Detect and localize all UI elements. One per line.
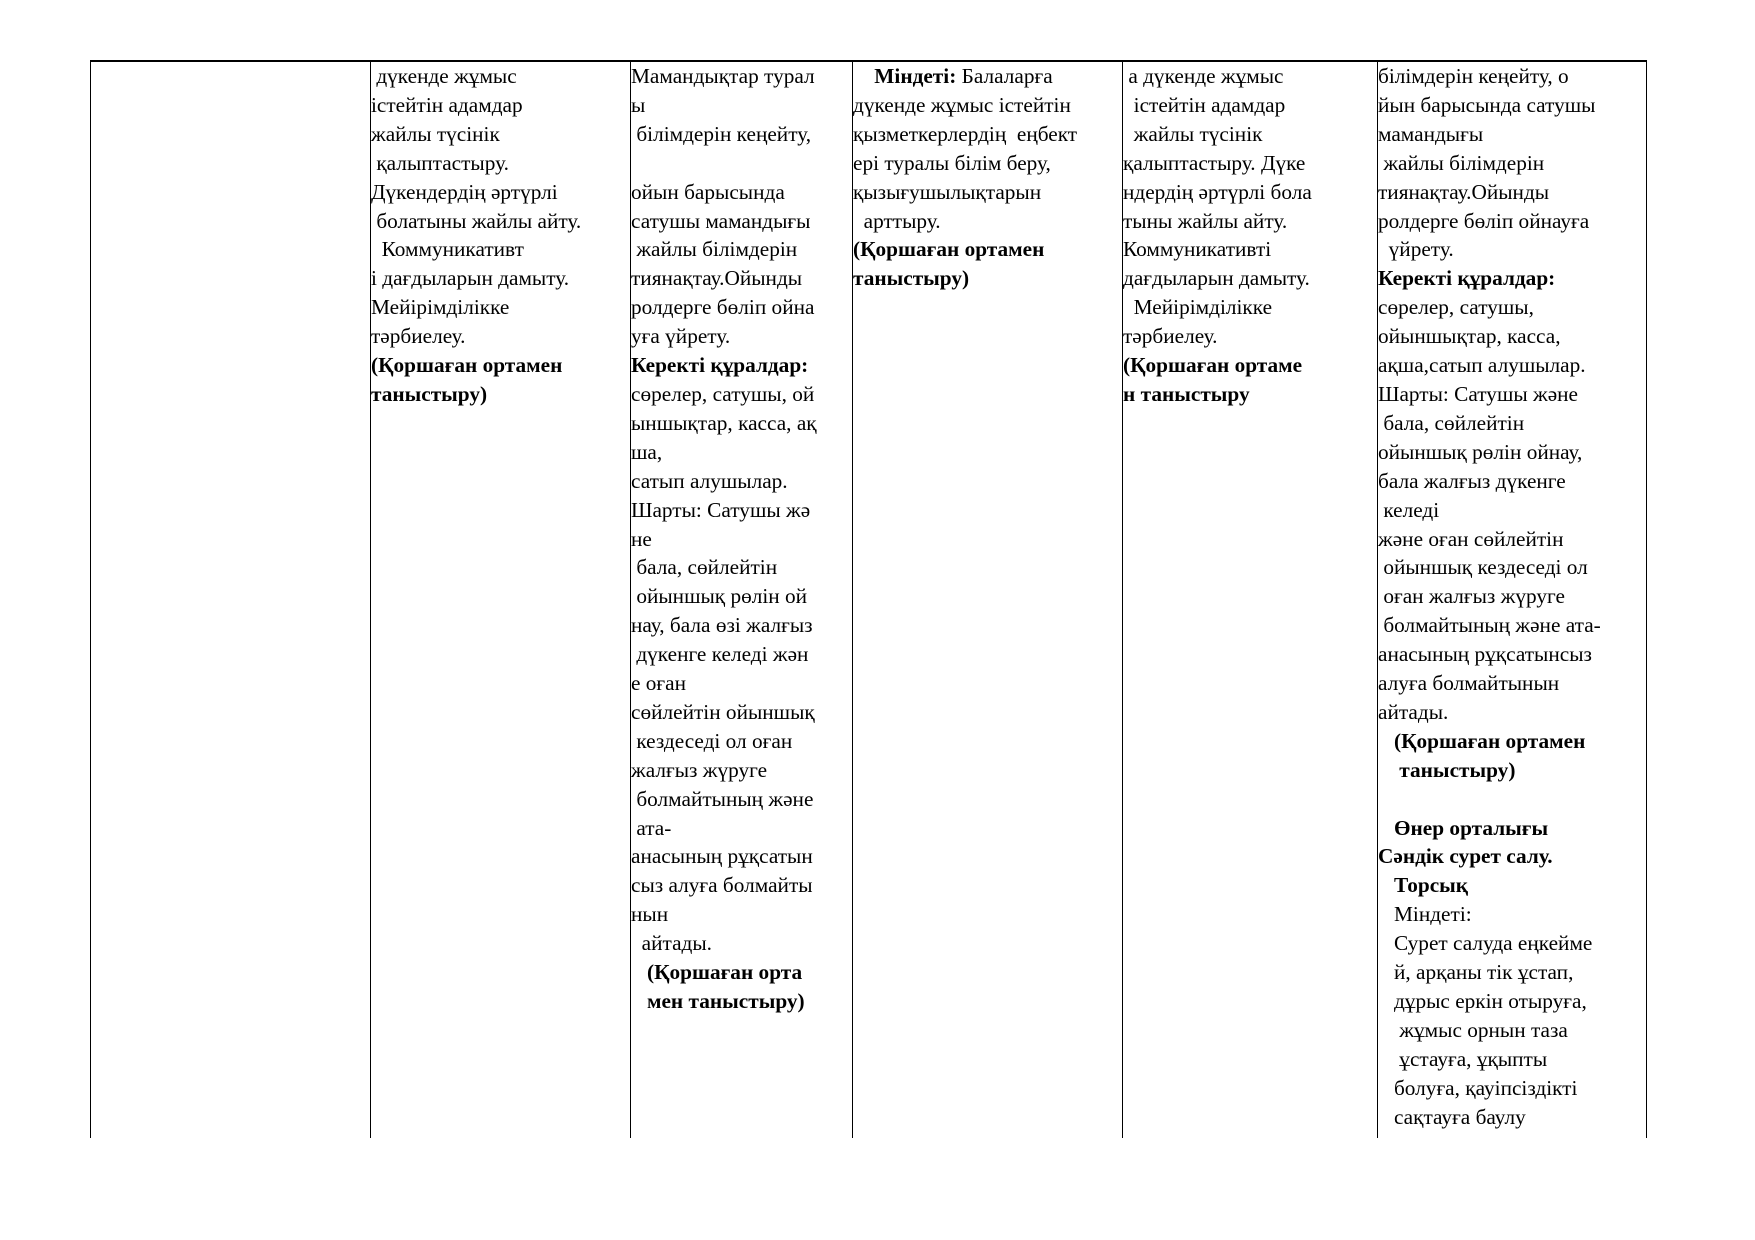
text-line: (Қоршаған ортамен xyxy=(1378,728,1586,753)
table-cell-col-4 xyxy=(853,61,1123,1138)
text-line: мен таныстыру) xyxy=(631,989,805,1013)
text-line: болуға, қауіпсіздікті xyxy=(1378,1075,1578,1100)
text-line: және оған сөйлейтін xyxy=(1378,526,1564,551)
text-line: Коммуникативт xyxy=(371,237,524,262)
text-line: болатыны жайлы айту. xyxy=(371,208,582,233)
text-line: е оған xyxy=(631,671,687,696)
text-line: істейтін адамдар xyxy=(1123,92,1286,117)
text-line: сөрелер, сатушы, ой xyxy=(631,381,815,406)
text-line: жұмыс орнын таза xyxy=(1378,1017,1568,1042)
text-line: ойын барысында xyxy=(631,179,785,204)
text-line: Сәндік сурет салу. xyxy=(1378,844,1553,869)
text-line: Мейірімділікке xyxy=(1123,295,1273,320)
text-line: айтады. xyxy=(631,931,712,956)
text-line: сөрелер, сатушы, xyxy=(1378,295,1534,320)
text-line xyxy=(1378,785,1646,814)
text-line xyxy=(853,62,1122,91)
text-line: дағдыларын дамыту. xyxy=(1123,266,1310,291)
text-line: қызметкерлердің еңбект xyxy=(853,121,1078,146)
table-cell-col-6 xyxy=(1378,61,1647,1138)
text-line: тиянақтау.Ойынды xyxy=(1378,179,1550,204)
text-line: Сурет салуда еңкейме xyxy=(1378,931,1593,956)
text-line: ұстауға, ұқыпты xyxy=(1378,1046,1548,1071)
text-line: Мамандықтар турал xyxy=(631,64,815,88)
text-line: і дағдыларын дамыту. xyxy=(371,266,570,291)
text-line: й, арқаны тік ұстап, xyxy=(1378,960,1574,985)
text-line: келеді xyxy=(1378,497,1440,522)
text-line: жайлы түсінік xyxy=(1123,121,1263,146)
lesson-plan-table xyxy=(90,60,1647,1138)
text-line: Коммуникативті xyxy=(1123,237,1272,262)
text-fragment: Міндеті: xyxy=(853,64,957,88)
text-line: не xyxy=(631,526,652,551)
text-line: Міндеті: xyxy=(1378,902,1472,927)
text-line: ойыншықтар, касса, xyxy=(1378,324,1561,349)
table-cell-col-5 xyxy=(1123,61,1378,1138)
text-line: бала жалғыз дүкенге xyxy=(1378,468,1566,493)
text-line: жайлы түсінік xyxy=(371,121,500,146)
text-line: анасының рұқсатынсыз xyxy=(1378,642,1592,667)
text-line: йын барысында сатушы xyxy=(1378,92,1596,117)
text-line: ролдерге бөліп ойнауға xyxy=(1378,208,1590,233)
text-line: қалыптастыру. xyxy=(371,150,509,175)
text-line: жалғыз жүруге xyxy=(631,757,768,782)
text-line: ойыншық рөлін ойнау, xyxy=(1378,439,1583,464)
text-line: сатушы мамандығы xyxy=(631,208,811,233)
text-line: болмайтының және xyxy=(631,786,814,811)
text-line: ата- xyxy=(631,815,672,840)
text-line: арттыру. xyxy=(853,208,941,233)
text-line: жайлы білімдерін xyxy=(631,237,798,262)
text-line: білімдерін кеңейту, о xyxy=(1378,64,1569,88)
text-line: нын xyxy=(631,902,669,927)
text-line: алуға болмайтынын xyxy=(1378,671,1560,696)
text-line: ері туралы білім беру, xyxy=(853,150,1051,175)
text-line: ойыншық кездеседі ол xyxy=(1378,555,1588,580)
text-line: ы xyxy=(631,92,646,117)
text-line: (Қоршаған орта xyxy=(631,960,803,985)
text-line: мамандығы xyxy=(1378,121,1484,146)
text-fragment: Балаларға xyxy=(956,64,1053,88)
text-line: таныстыру) xyxy=(371,381,488,406)
table-row xyxy=(91,61,1647,1138)
text-line: (Қоршаған ортамен xyxy=(371,353,563,378)
text-line: анасының рұқсатын xyxy=(631,844,813,869)
text-line: дүкенде жұмыс істейтін xyxy=(853,92,1071,117)
text-line: н таныстыру xyxy=(1123,381,1250,406)
text-line: ыншықтар, касса, ақ xyxy=(631,410,817,435)
text-line: болмайтының және ата- xyxy=(1378,613,1601,638)
text-line: сыз алуға болмайты xyxy=(631,873,813,898)
text-line: тәрбиелеу. xyxy=(371,324,466,349)
text-line: Мейірімділікке xyxy=(371,295,510,320)
text-line: таныстыру) xyxy=(1378,757,1516,782)
text-line: ша, xyxy=(631,439,663,464)
text-line: (Қоршаған ортамен xyxy=(853,237,1045,262)
text-line: Керекті құралдар: xyxy=(1378,266,1556,291)
text-line: істейтін адамдар xyxy=(371,92,523,117)
text-line: Шарты: Сатушы жә xyxy=(631,497,811,522)
text-line: Өнер орталығы xyxy=(1378,815,1549,840)
text-line: таныстыру) xyxy=(853,266,970,291)
text-line: дұрыс еркін отыруға, xyxy=(1378,989,1587,1013)
text-line: тыны жайлы айту. xyxy=(1123,208,1288,233)
text-line: ндердің әртүрлі бола xyxy=(1123,179,1312,204)
text-line: қалыптастыру. Дүке xyxy=(1123,150,1306,175)
text-line xyxy=(631,149,852,178)
text-line: нау, бала өзі жалғыз xyxy=(631,613,813,638)
text-line: а дүкенде жұмыс xyxy=(1123,64,1284,88)
text-line: бала, сөйлейтін xyxy=(1378,410,1525,435)
text-line: білімдерін кеңейту, xyxy=(631,121,812,146)
table-cell-col-2 xyxy=(371,61,631,1138)
table-cell-col-3 xyxy=(631,61,853,1138)
text-line: сөйлейтін ойыншық xyxy=(631,699,815,724)
text-line: айтады. xyxy=(1378,699,1449,724)
text-line: Дүкендердің әртүрлі xyxy=(371,179,558,204)
text-line: Керекті құралдар: xyxy=(631,353,809,378)
text-line: (Қоршаған ортаме xyxy=(1123,353,1303,378)
text-line: қызығушылықтарын xyxy=(853,179,1042,204)
text-line: тәрбиелеу. xyxy=(1123,324,1218,349)
text-line: кездеседі ол оған xyxy=(631,728,793,753)
text-line: ролдерге бөліп ойна xyxy=(631,295,815,320)
text-line: оған жалғыз жүруге xyxy=(1378,584,1565,609)
text-line: уға үйрету. xyxy=(631,324,731,349)
text-line: тиянақтау.Ойынды xyxy=(631,266,803,291)
text-line: дүкенге келеді жән xyxy=(631,642,809,667)
text-line: сатып алушылар. xyxy=(631,468,788,493)
text-line: ақша,сатып алушылар. xyxy=(1378,353,1586,378)
text-line: бала, сөйлейтін xyxy=(631,555,778,580)
text-line: сақтауға баулу xyxy=(1378,1104,1526,1129)
text-line: ойыншық рөлін ой xyxy=(631,584,808,609)
text-line: үйрету. xyxy=(1378,237,1454,262)
text-line: Торсық xyxy=(1378,873,1469,898)
text-line: Шарты: Сатушы және xyxy=(1378,381,1578,406)
text-line: дүкенде жұмыс xyxy=(371,64,517,88)
text-line: жайлы білімдерін xyxy=(1378,150,1545,175)
table-cell-col-1 xyxy=(91,61,371,1138)
